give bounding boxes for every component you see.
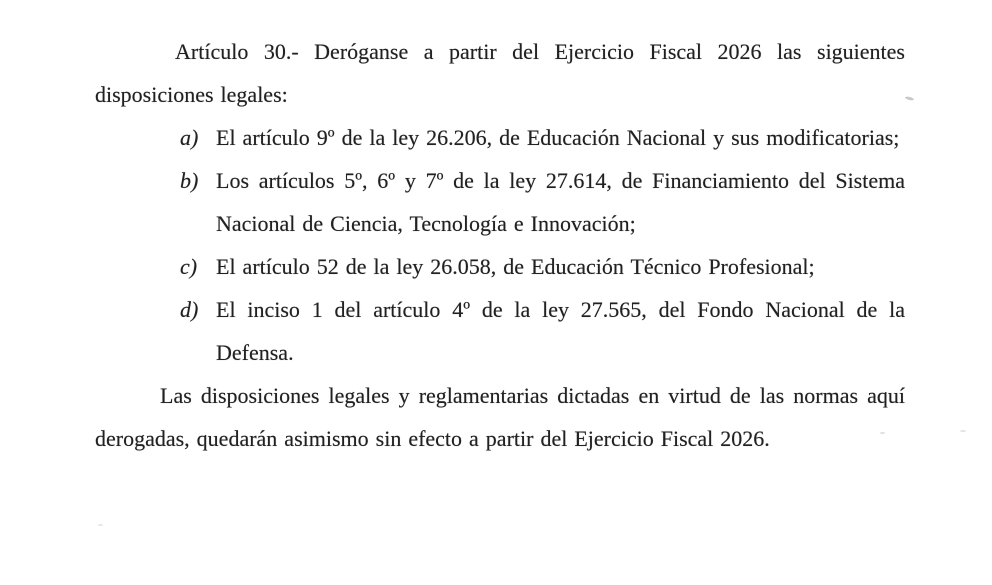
scan-artifact	[905, 96, 914, 101]
scan-artifact	[98, 524, 103, 526]
scan-artifact	[960, 430, 966, 432]
derogated-laws-list	[180, 116, 905, 374]
article-30-paragraph: Artículo 30.- Deróganse a partir del Ejercicio Fiscal 2026 las siguientes disposiciones legales:	[95, 39, 905, 107]
list-item-text: El artículo 9º de la ley 26.206, de Educación Nacional y sus modificatorias;	[216, 125, 900, 150]
list-item-letter: a)	[180, 125, 199, 150]
list-item	[180, 288, 905, 374]
list-item-text: El inciso 1 del artículo 4º de la ley 27.565, del Fondo Nacional de la Defensa.	[216, 297, 905, 365]
scan-artifact	[880, 432, 885, 434]
list-item-letter: d)	[180, 297, 199, 322]
list-item-text: El artículo 52 de la ley 26.058, de Educación Técnico Profesional;	[216, 254, 815, 279]
list-item-letter: c)	[180, 254, 198, 279]
list-item-text: Los artículos 5º, 6º y 7º de la ley 27.614, de Financiamiento del Sistema Nacional de Ciencia, Tecnología e Innovación;	[216, 168, 905, 236]
list-item	[180, 159, 905, 245]
list-item	[180, 245, 905, 288]
list-item	[180, 116, 905, 159]
list-item-letter: b)	[180, 168, 199, 193]
closing-paragraph: Las disposiciones legales y reglamentarias dictadas en virtud de las normas aquí derogadas, quedarán asimismo sin efecto a partir del Ejercicio Fiscal 2026.	[95, 383, 905, 451]
